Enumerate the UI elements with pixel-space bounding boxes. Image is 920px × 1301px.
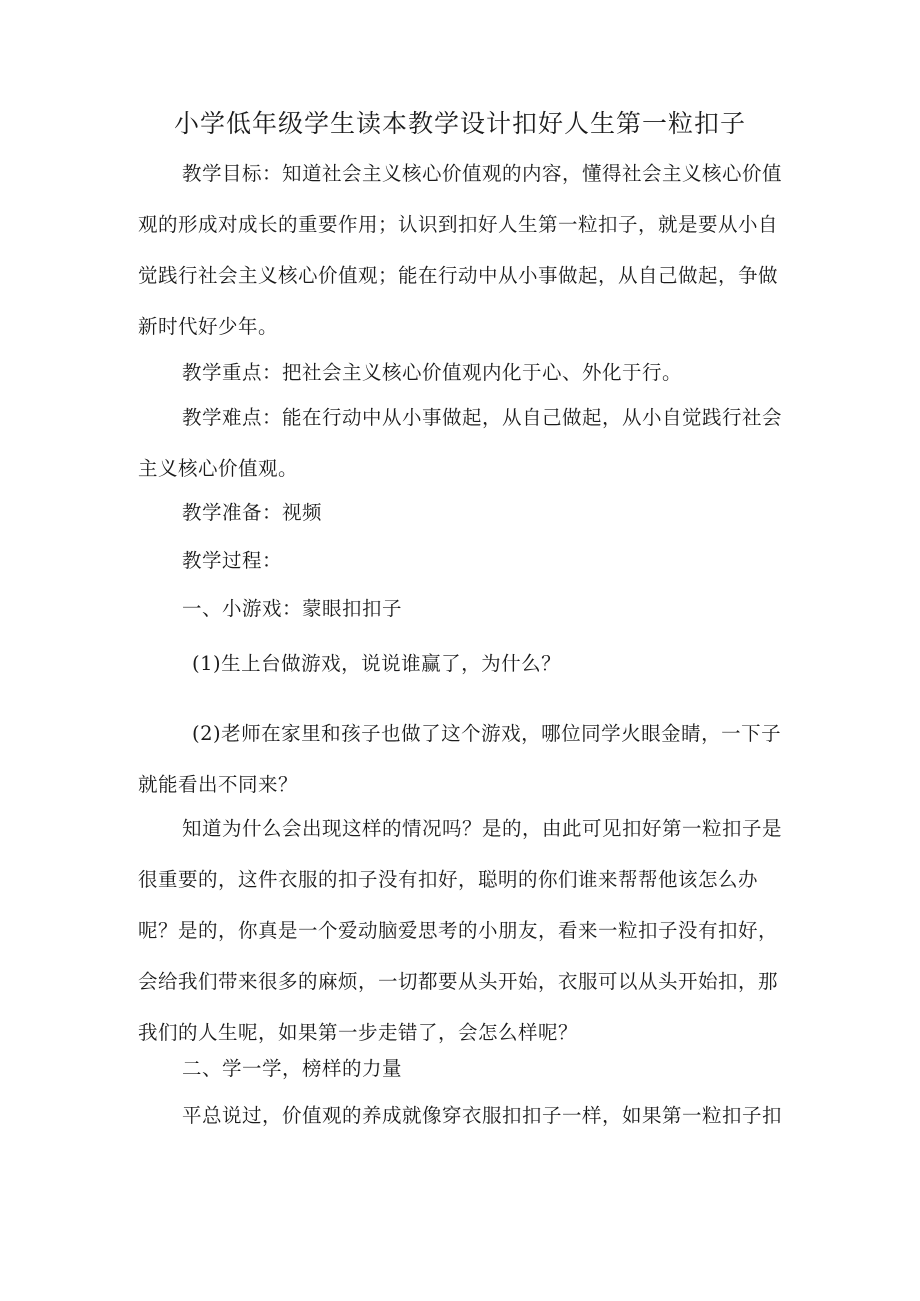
paragraph-discussion: 知道为什么会出现这样的情况吗？是的，由此可见扣好第一粒扣子是很重要的，这件衣服的扣子没有扣好，聪明的你们谁来帮帮他该怎么办呢？是的，你真是一个爱动脑爱思考的小朋友，看来一粒扣子没有扣好，会给我们带来很多的麻烦，一切都要从头开始，衣服可以从头开始扣，那我们的人生呢，如果第一步走错了，会怎么样呢？ xyxy=(138,817,783,1044)
section-heading-game: 一、小游戏：蒙眼扣扣子 xyxy=(182,597,403,620)
paragraph-teaching-goals: 教学目标：知道社会主义核心价值观的内容，懂得社会主义核心价值观的形成对成长的重要作用；认识到扣好人生第一粒扣子，就是要从小自觉践行社会主义核心价值观；能在行动中从小事做起，从自己做起，争做新时代好少年。 xyxy=(138,162,783,338)
paragraph-preparation: 教学准备：视频 xyxy=(182,501,323,524)
paragraph-quote: 平总说过，价值观的养成就像穿衣服扣扣子一样，如果第一粒扣子扣 xyxy=(182,1104,783,1127)
paragraph-difficulties: 教学难点：能在行动中从小事做起，从自己做起，从小自觉践行社会主义核心价值观。 xyxy=(138,406,783,480)
section-heading-role-model: 二、学一学，榜样的力量 xyxy=(182,1057,403,1080)
document-title: 小学低年级学生读本教学设计扣好人生第一粒扣子 xyxy=(173,109,746,138)
paragraph-process-heading: 教学过程： xyxy=(182,549,283,572)
paragraph-key-points: 教学重点：把社会主义核心价值观内化于心、外化于行。 xyxy=(182,361,683,384)
list-item-2: (2)老师在家里和孩子也做了这个游戏，哪位同学火眼金睛，一下子就能看出不同来？ xyxy=(138,722,782,796)
list-item-1: (1)生上台做游戏，说说谁赢了，为什么？ xyxy=(192,652,562,675)
